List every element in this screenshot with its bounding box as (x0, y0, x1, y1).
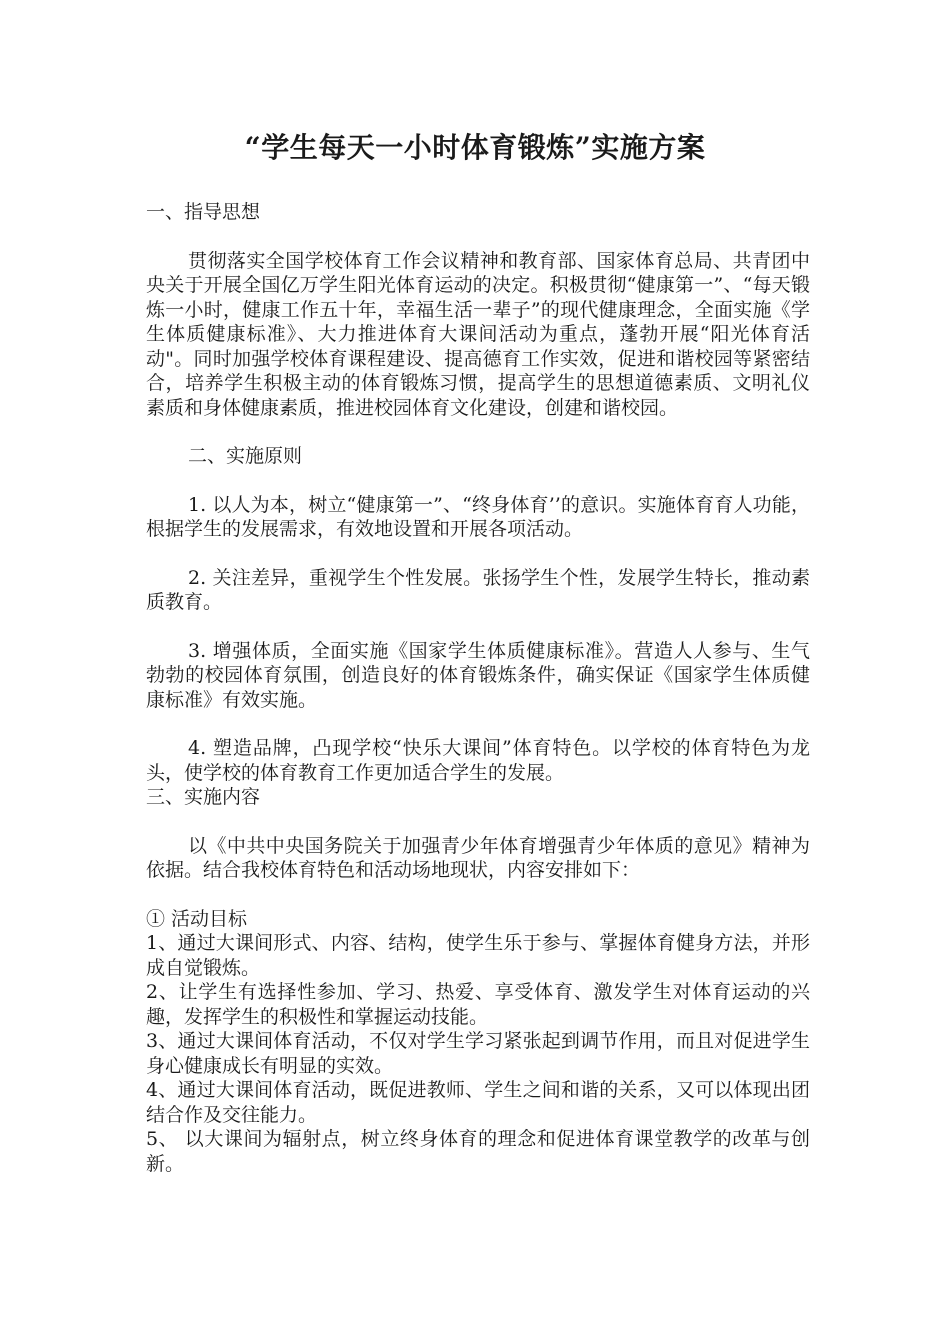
section-2-heading: 二、实施原则 (188, 445, 303, 467)
goals-heading: ① 活动目标 (146, 907, 248, 930)
principle-item: 3. 增强体质，全面实施《国家学生体质健康标准》。营造人人参与、生气勃勃的校园体育氛围，创造良好的体育锻炼条件，确实保证《国家学生体质健康标准》有效实施。 (146, 639, 810, 711)
document-body (146, 200, 810, 1176)
document-title: “学生每天一小时体育锻炼”实施方案 (244, 131, 706, 164)
principle-item: 2. 关注差异，重视学生个性发展。张扬学生个性，发展学生特长，推动素质教育。 (146, 566, 810, 613)
principle-item: 1. 以人为本，树立“健康第一”、“终身体育’’的意识。实施体育育人功能，根据学生的发展需求，有效地设置和开展各项活动。 (146, 493, 810, 540)
goal-item: 1、通过大课间形式、内容、结构，使学生乐于参与、掌握体育健身方法，并形成自觉锻炼。 (146, 932, 810, 979)
section-3-heading: 三、实施内容 (146, 786, 261, 808)
goal-item: 3、通过大课间体育活动，不仅对学生学习紧张起到调节作用，而且对促进学生身心健康成长有明显的实效。 (146, 1030, 810, 1077)
goal-item: 5、 以大课间为辐射点，树立终身体育的理念和促进体育课堂教学的改革与创新。 (146, 1128, 810, 1175)
principle-item: 4. 塑造品牌，凸现学校“快乐大课间”体育特色。以学校的体育特色为龙头，使学校的体育教育工作更加适合学生的发展。 (146, 737, 810, 784)
section-3-paragraph: 以《中共中央国务院关于加强青少年体育增强青少年体质的意见》精神为依据。结合我校体育特色和活动场地现状，内容安排如下： (146, 834, 810, 881)
section-1-paragraph: 贯彻落实全国学校体育工作会议精神和教育部、国家体育总局、共青团中央关于开展全国亿万学生阳光体育运动的决定。积极贯彻“健康第一”、“每天锻炼一小时，健康工作五十年，幸福生活一辈子”的现代健康理念，全面实施《学生体质健康标准》、大力推进体育大课间活动为重点，蓬勃开展“阳光体育活动"。同时加强学校体育课程建设、提高德育工作实效，促进和谐校园等紧密结合，培养学生积极主动的体育锻炼习惯，提高学生的思想道德素质、文明礼仪素质和身体健康素质，推进校园体育文化建设，创建和谐校园。 (146, 249, 810, 419)
section-1-heading: 一、指导思想 (146, 201, 261, 223)
goal-item: 2、让学生有选择性参加、学习、热爱、享受体育、激发学生对体育运动的兴趣，发挥学生的积极性和掌握运动技能。 (146, 981, 810, 1028)
goal-item: 4、通过大课间体育活动，既促进教师、学生之间和谐的关系，又可以体现出团结合作及交往能力。 (146, 1079, 810, 1126)
